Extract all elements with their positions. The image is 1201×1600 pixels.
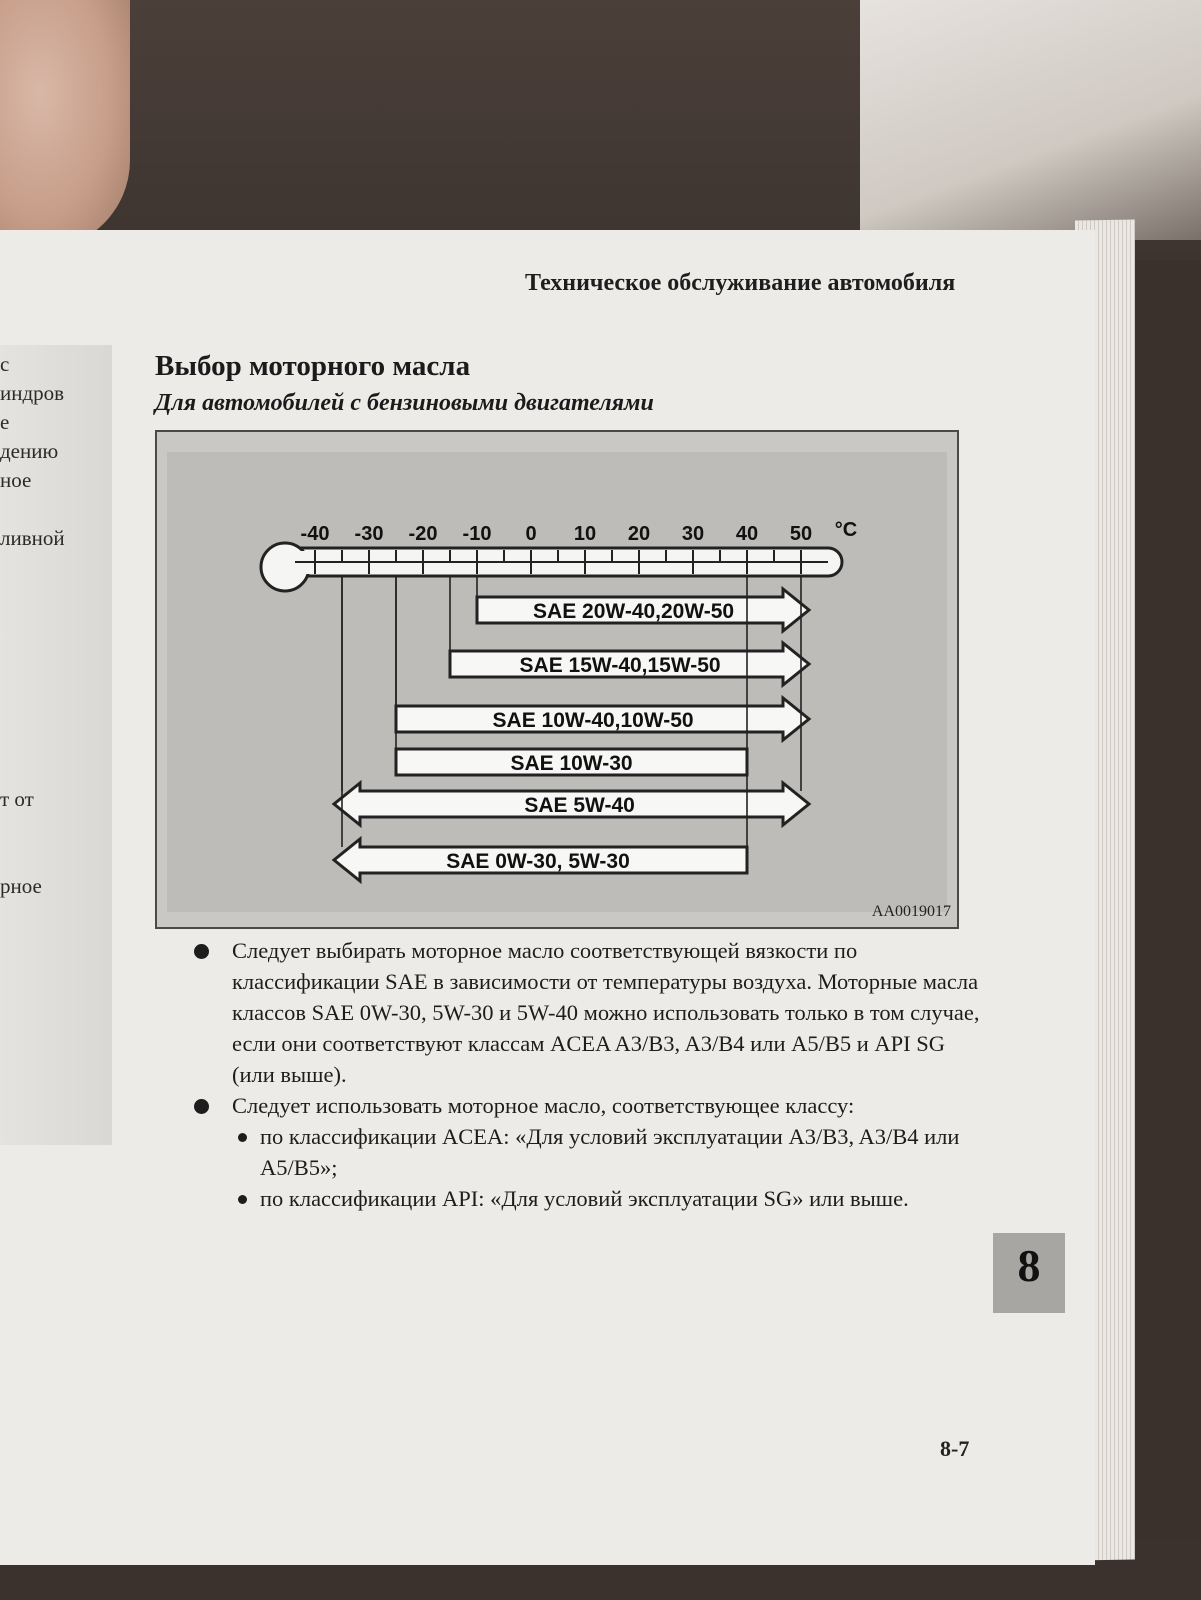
axis-tick-label: -10 — [462, 523, 492, 545]
bullet-text: Следует использовать моторное масло, соответствующее классу: — [232, 1093, 855, 1118]
viscosity-range-label: SAE 15W-40,15W-50 — [519, 654, 721, 677]
previous-page-fragment: ное — [0, 468, 32, 492]
previous-page-fragment: с — [0, 352, 10, 376]
sub-bullet-icon — [238, 1133, 247, 1142]
previous-page-fragment: ливной — [0, 526, 65, 550]
previous-page-fragment — [0, 611, 140, 640]
previous-page-fragment: рное — [0, 874, 42, 898]
previous-page-fragment — [0, 814, 140, 843]
oil-viscosity-chart — [155, 430, 959, 929]
axis-tick-label: 20 — [627, 523, 651, 545]
previous-page-fragment — [0, 698, 140, 727]
previous-page-fragment — [0, 640, 140, 669]
chapter-tab — [993, 1233, 1065, 1313]
previous-page-fragment — [0, 495, 140, 524]
previous-page-fragment — [0, 727, 140, 756]
axis-tick-label: 10 — [573, 523, 597, 545]
axis-tick-label: 40 — [735, 523, 759, 545]
previous-page-fragment: е — [0, 410, 10, 434]
sub-bullet-item — [232, 1121, 990, 1183]
section-subtitle: Для автомобилей с бензиновыми двигателями — [155, 390, 654, 416]
axis-tick-label: 30 — [681, 523, 705, 545]
previous-page-fragment — [0, 582, 140, 611]
bullet-text: Следует выбирать моторное масло соответствующей вязкости по классификации SAE в зависимости от температуры воздуха. Моторные масла классов SAE 0W-30, 5W-30 и 5W-40 можно использовать только в том случае, если они соответствуют классам ACEA A3/B3, A3/B4 или A5/B5 и API SG (или выше). — [232, 938, 980, 1087]
previous-page-fragment — [0, 553, 140, 582]
section-title: Выбор моторного масла — [155, 350, 471, 382]
bullet-icon — [194, 944, 209, 959]
axis-tick-label: -30 — [354, 523, 384, 545]
viscosity-range-label: SAE 0W-30, 5W-30 — [446, 850, 630, 873]
figure-code: AA0019017 — [871, 903, 951, 920]
running-head: Техническое обслуживание автомобиля — [525, 270, 956, 296]
bullet-item — [190, 1090, 990, 1121]
axis-tick-label: 0 — [525, 523, 537, 545]
previous-page-fragment: т от — [0, 787, 34, 811]
body-text — [190, 935, 990, 1214]
chair-background — [860, 0, 1201, 240]
axis-tick-label: 50 — [789, 523, 813, 545]
page-number: 8-7 — [940, 1436, 970, 1461]
sub-bullet-list — [190, 1121, 990, 1214]
viscosity-range-label: SAE 10W-30 — [510, 752, 633, 775]
bullet-item — [190, 935, 990, 1090]
previous-page-fragment — [0, 843, 140, 872]
bullet-icon — [194, 1099, 209, 1114]
sub-bullet-icon — [238, 1195, 247, 1204]
previous-page-fragment — [0, 756, 140, 785]
previous-page-fragment — [0, 669, 140, 698]
previous-page-fragment: индров — [0, 381, 65, 405]
thumb — [0, 0, 130, 250]
chart-panel — [167, 452, 947, 912]
previous-page-fragment: дению — [0, 439, 59, 463]
chapter-tab-number: 8 — [1017, 1240, 1041, 1291]
axis-unit-label: °C — [834, 519, 858, 541]
chart-svg — [157, 432, 957, 927]
sub-bullet-item — [232, 1183, 990, 1214]
axis-tick-label: -40 — [300, 523, 330, 545]
sub-bullet-text: по классификации ACEA: «Для условий эксплуатации A3/B3, A3/B4 или A5/B5»; — [260, 1124, 960, 1180]
viscosity-range-label: SAE 20W-40,20W-50 — [533, 600, 735, 623]
axis-tick-label: -20 — [408, 523, 438, 545]
sub-bullet-text: по классификации API: «Для условий эксплуатации SG» или выше. — [260, 1186, 909, 1211]
viscosity-range-label: SAE 5W-40 — [524, 794, 635, 817]
previous-page-fragments — [0, 350, 140, 901]
book-page — [0, 230, 1095, 1565]
viscosity-range-label: SAE 10W-40,10W-50 — [492, 709, 694, 732]
